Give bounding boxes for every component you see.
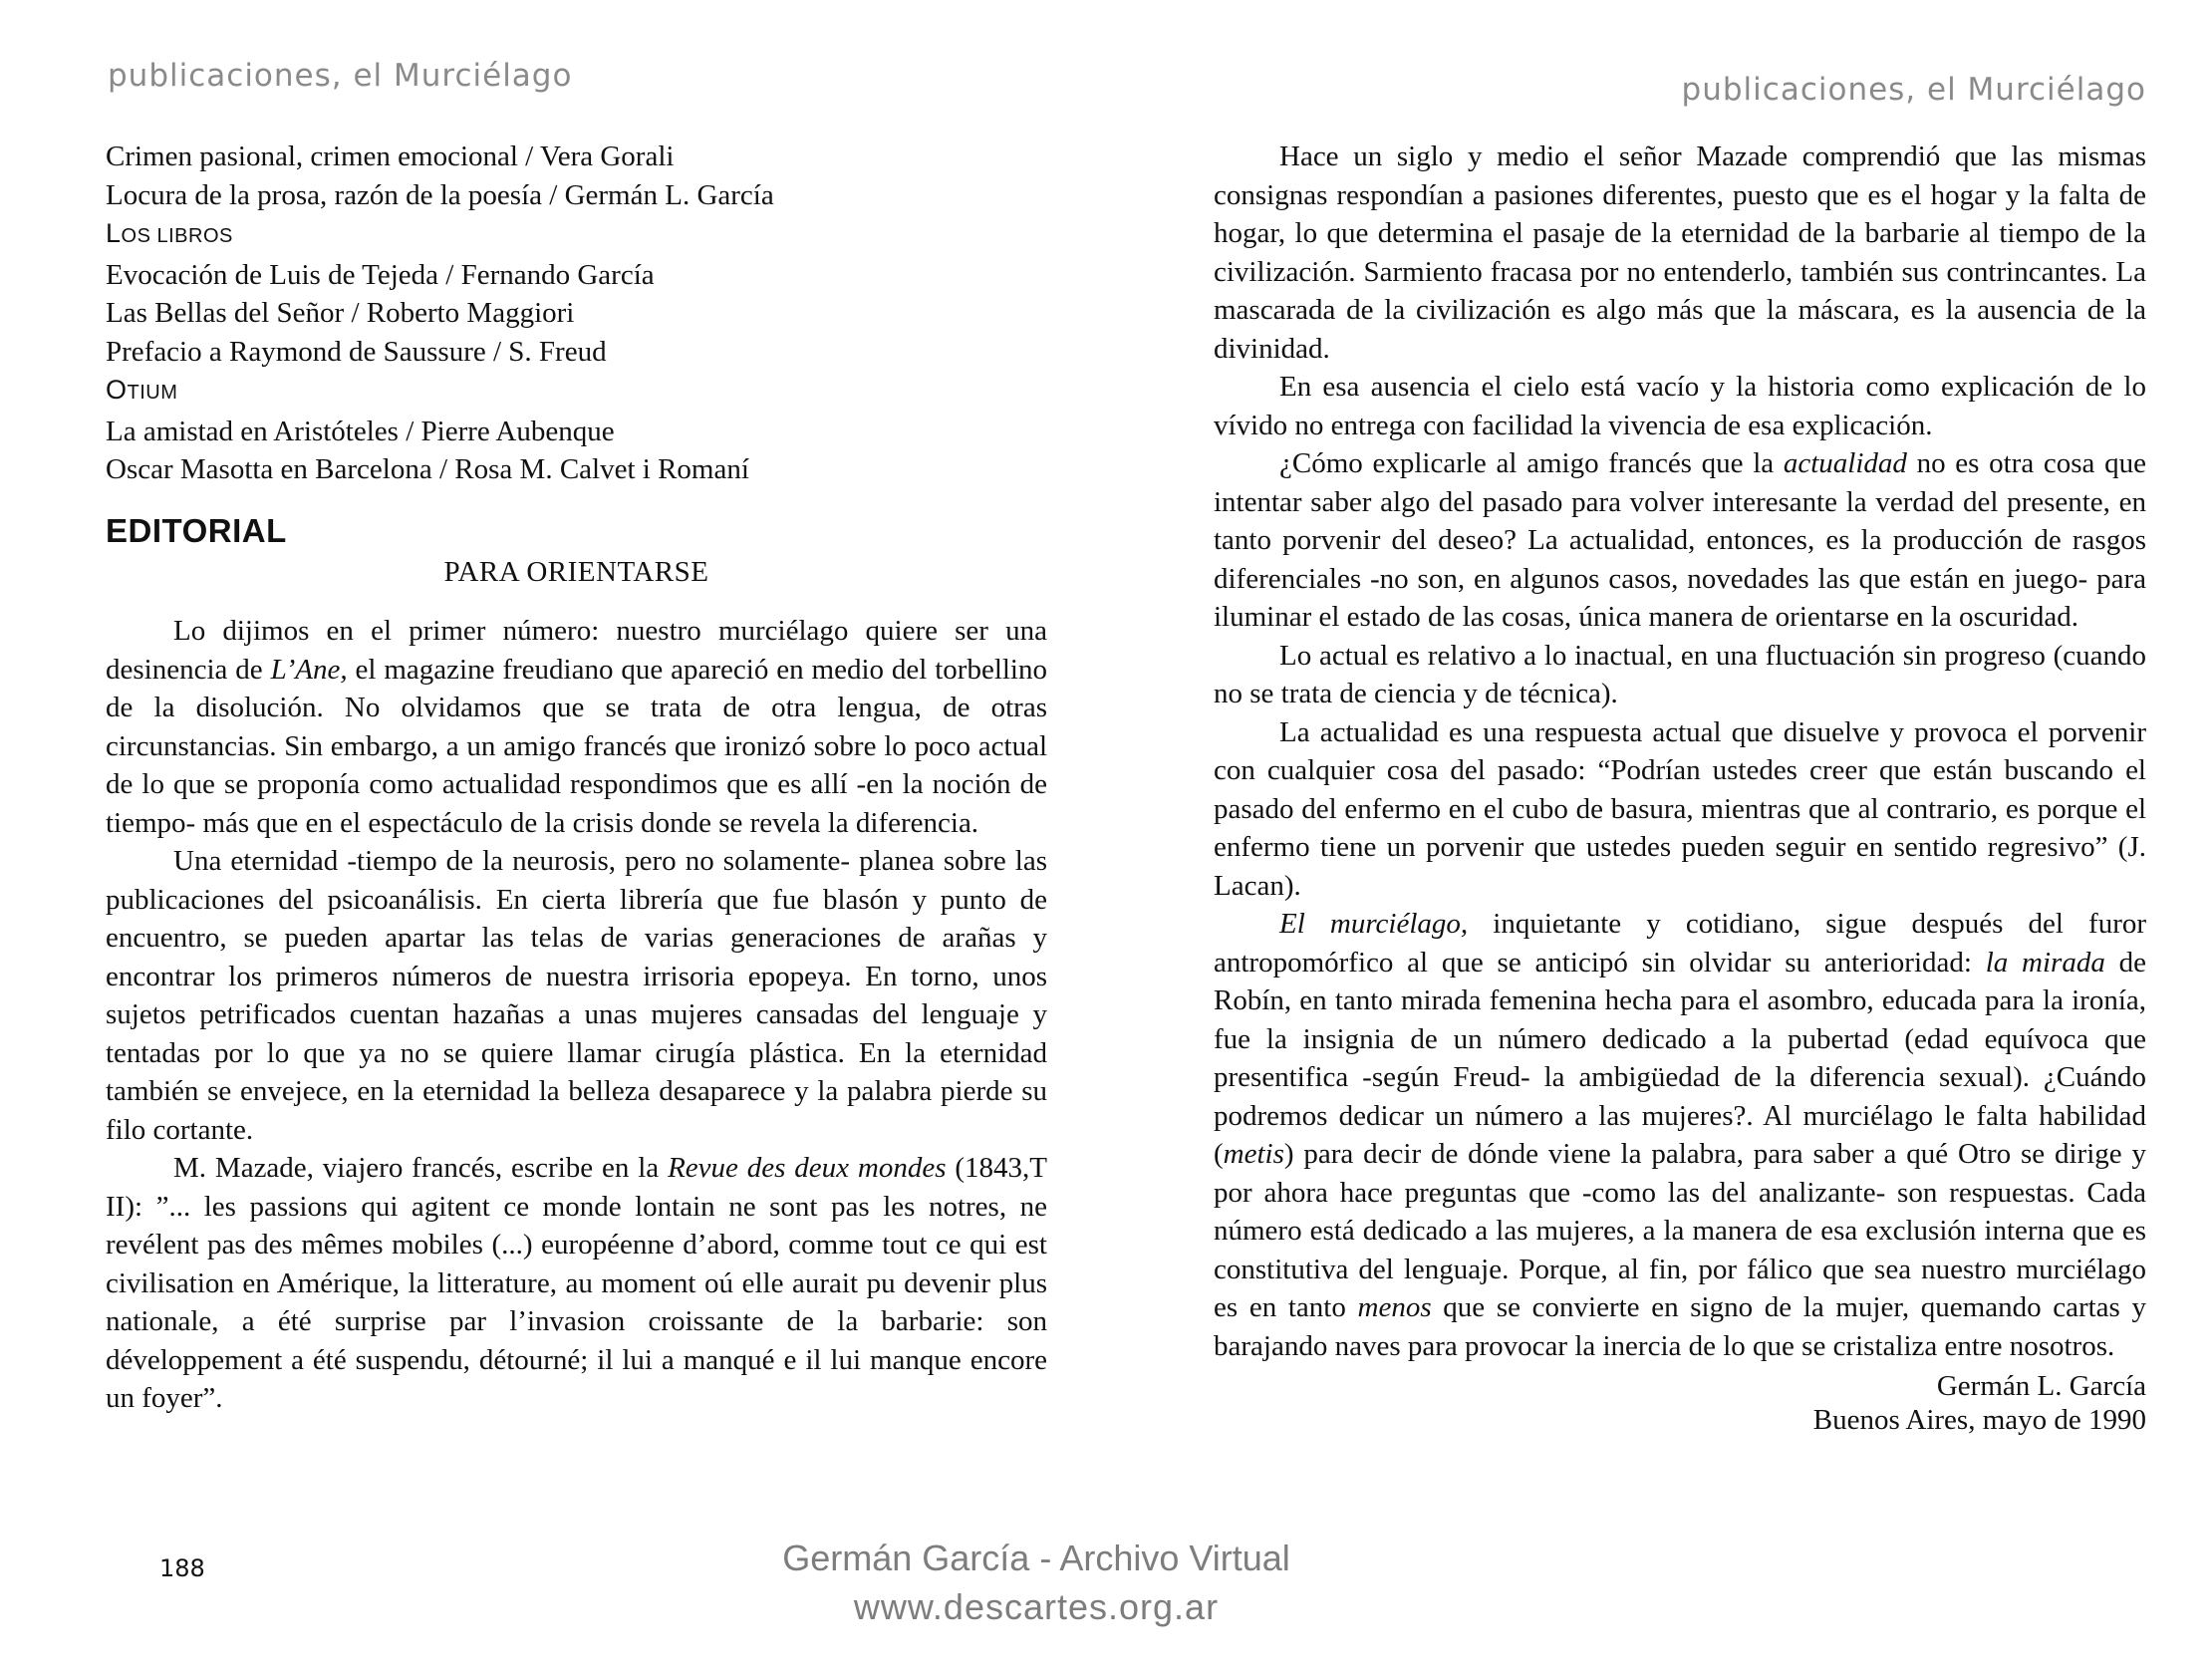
body-paragraph: La actualidad es una respuesta actual que disuelve y provoca el porvenir con cualquier cosa del pasado: “Podrían ustedes creer que están buscando el pasado del enfermo en el cubo de basura, mientras que al contrario, es porque el enfermo tiene un porvenir que ustedes pueden seguir en sentido regresivo” (J. Lacan).: [1214, 715, 2146, 902]
toc-item: Crimen pasional, crimen emocional / Vera Gorali: [106, 140, 675, 172]
body-paragraph: En esa ausencia el cielo está vacío y la historia como explicación de lo vívido no entrega con facilidad la vivencia de esa explicación.: [1214, 371, 2146, 441]
toc-item: Evocación de Luis de Tejeda / Fernando García: [106, 258, 655, 291]
signature-name: Germán L. García: [1936, 1370, 2146, 1402]
toc-item: Oscar Masotta en Barcelona / Rosa M. Calvet i Romaní: [106, 453, 749, 485]
left-body-text: [106, 612, 1047, 1418]
toc-section-heading: OTIUM: [106, 375, 178, 405]
body-paragraph: Hace un siglo y medio el señor Mazade comprendió que las mismas consignas respondían a pasiones diferentes, puesto que es el hogar y la falta de hogar, lo que determina el pasaje de la eternidad de la barbarie al tiempo de la civilización. Sarmiento fracasa por no entenderlo, también sus contrincantes. La mascarada de la civilización es algo más que la máscara, es la ausencia de la divinidad.: [1214, 140, 2146, 365]
body-paragraph: Lo actual es relativo a lo inactual, en una fluctuación sin progreso (cuando no se trata de ciencia y de técnica).: [1214, 639, 2146, 709]
page-number: 188: [159, 1554, 205, 1582]
editorial-subtitle: PARA ORIENTARSE: [443, 555, 709, 588]
right-column: [1214, 138, 2146, 1437]
body-paragraph: Lo dijimos en el primer número: nuestro murciélago quiere ser una desinencia de L’Ane, el magazine freudiano que apareció en medio del torbellino de la disolución. No olvidamos que se trata de otra lengua, de otras circunstancias. Sin embargo, a un amigo francés que ironizó sobre lo poco actual de lo que se proponía como actualidad respondimos que es allí -en la noción de tiempo- más que en el espectáculo de la crisis donde se revela la diferencia.: [106, 615, 1047, 839]
toc-item: Locura de la prosa, razón de la poesía / Germán L. García: [106, 178, 774, 211]
body-paragraph: M. Mazade, viajero francés, escribe en la Revue des deux mondes (1843,T II): ”... les passions qui agitent ce monde lontain ne sont pas les notres, ne revélent pas des mêmes mobiles (...) européenne d’abord, comme tout ce qui est civilisation en Amérique, la litterature, au moment oú elle aurait pu devenir plus nationale, a été surprise par l’invasion croissante de la barbarie: son développement a été suspendu, détourné; il lui a manqué e il lui manque encore un foyer”.: [106, 1152, 1048, 1414]
signature-place-date: Buenos Aires, mayo de 1990: [1812, 1404, 2146, 1436]
toc-item: Prefacio a Raymond de Saussure / S. Freud: [106, 335, 607, 368]
body-paragraph: ¿Cómo explicarle al amigo francés que la actualidad no es otra cosa que intentar saber algo del pasado para volver interesante la verdad del presente, en tanto porvenir del deseo? La actualidad, entonces, es la producción de rasgos diferenciales -no son, en algunos casos, novedades las que están en juego- para iluminar el estado de las cosas, única manera de orientarse en la oscuridad.: [1214, 447, 2146, 633]
right-body-text: [1214, 138, 2146, 1365]
body-paragraph: El murciélago, inquietante y cotidiano, sigue después del furor antropomórfico al que se anticipó sin olvidar su anterioridad: la mirada de Robín, en tanto mirada femenina hecha para el asombro, educada para la ironía, fue la insignia de un número dedicado a la pubertad (edad equívoca que presentifica -según Freud- la ambigüedad de la diferencia sexual). ¿Cuándo podremos dedicar un número a las mujeres?. Al murciélago le falta habilidad (metis) para decir de dónde viene la palabra, para saber a qué Otro se dirige y por ahora hace preguntas que -como las del analizante- son respuestas. Cada número está dedicado a las mujeres, a la manera de esa exclusión interna que es constitutiva del lenguaje. Porque, al fin, por fálico que sea nuestro murciélago es en tanto menos que se convierte en signo de la mujer, quemando cartas y barajando naves para provocar la inercia de lo que se cristaliza entre nosotros.: [1214, 908, 2147, 1362]
left-column: [106, 138, 1047, 1418]
watermark-archive: Germán García - Archivo Virtual: [782, 1538, 1290, 1578]
editorial-title: EDITORIAL: [106, 511, 287, 549]
watermark-url[interactable]: www.descartes.org.ar: [853, 1586, 1220, 1627]
toc-item: La amistad en Aristóteles / Pierre Aubenque: [106, 415, 615, 447]
body-paragraph: Una eternidad -tiempo de la neurosis, pero no solamente- planea sobre las publicaciones del psicoanálisis. En cierta librería que fue blasón y punto de encuentro, se pueden apartar las telas de varias generaciones de arañas y encontrar los primeros números de nuestra irrisoria epopeya. En torno, unos sujetos petrificados cuentan hazañas a unas mujeres cansadas del lenguaje y tentadas por lo que ya no se quiere llamar cirugía plástica. En la eternidad también se envejece, en la eternidad la belleza desaparece y la palabra pierde su filo cortante.: [106, 845, 1047, 1146]
table-of-contents: [106, 138, 1047, 489]
running-head-right: publicaciones, el Murciélago: [1681, 72, 2146, 108]
running-head-left: publicaciones, el Murciélago: [108, 58, 573, 94]
toc-item: Las Bellas del Señor / Roberto Maggiori: [106, 297, 575, 329]
toc-section-heading: LOS LIBROS: [106, 218, 233, 248]
